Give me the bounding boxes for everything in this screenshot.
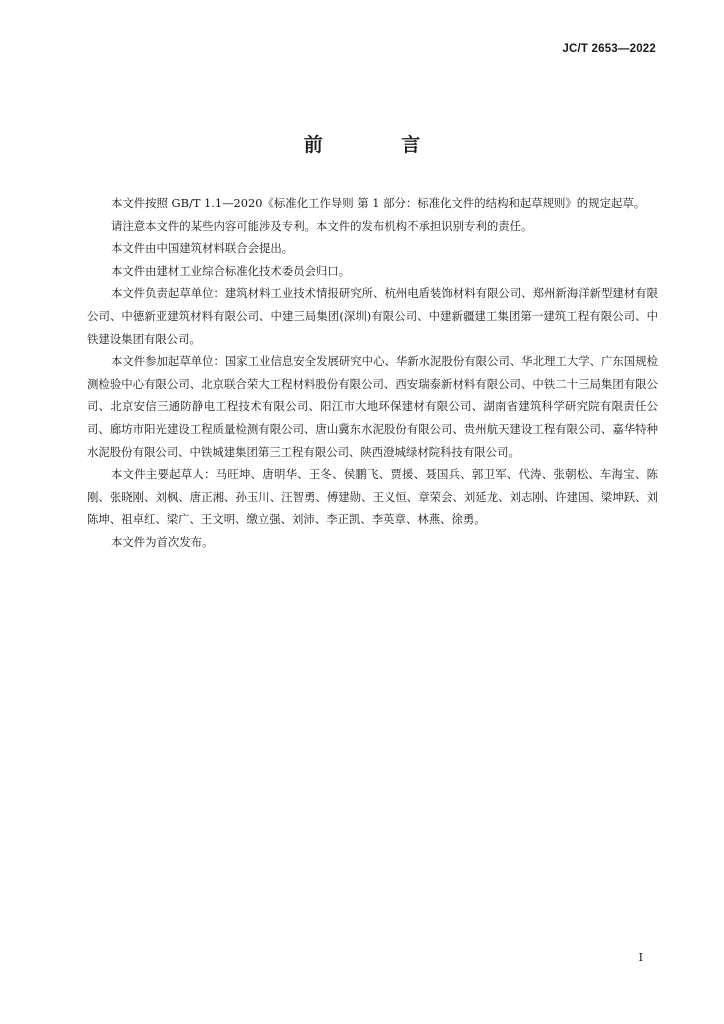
page-number: I	[638, 951, 643, 964]
standard-code: JC/T 2653—2022	[562, 43, 656, 55]
paragraph-participating-drafters: 本文件参加起草单位：国家工业信息安全发展研究中心、华新水泥股份有限公司、华北理工大学、广东国规检测检验中心有限公司、北京联合荣大工程材料股份有限公司、西安瑞泰新材料有限公司、中铁二十三局集团有限公司、北京安信三通防静电工程技术有限公司、阳江市大地环保建材有限公司、湖南省建筑科学研究院有限责任公司、廊坊市阳光建设工程质量检测有限公司、唐山冀东水泥股份有限公司、贵州航天建设工程有限公司、嘉华特种水泥股份有限公司、中铁城建集团第三工程有限公司、陕西澄城绿材院科技有限公司。	[87, 354, 658, 459]
paragraph-first-release: 本文件为首次发布。	[110, 534, 214, 549]
page-title: 前 言	[303, 134, 457, 156]
paragraph-lead-drafters: 本文件负责起草单位：建筑材料工业技术情报研究所、杭州电盾装饰材料有限公司、郑州新海洋新型建材有限公司、中德新亚建筑材料有限公司、中建三局集团(深圳)有限公司、中建新疆建工集团第一建筑工程有限公司、中铁建设集团有限公司。	[87, 286, 658, 346]
paragraph-drafting-rules: 本文件按照 GB/T 1.1—2020《标准化工作导则 第 1 部分：标准化文件的结构和起草规则》的规定起草。	[110, 196, 646, 210]
paragraph-patent-notice: 请注意本文件的某些内容可能涉及专利。本文件的发布机构不承担识别专利的责任。	[110, 218, 533, 233]
foreword-body	[87, 192, 658, 554]
paragraph-main-drafters: 本文件主要起草人：马旺坤、唐明华、王冬、侯鹏飞、贾援、聂国兵、郭卫军、代涛、张朝松、车海宝、陈刚、张晓刚、刘枫、唐正湘、孙玉川、汪智勇、傅建勋、王义恒、章荣会、刘延龙、刘志刚、许建国、梁坤跃、刘陈坤、祖卓红、梁广、王文明、缴立强、刘沛、李正凯、李英章、林燕、徐勇。	[87, 467, 658, 527]
paragraph-proposed-by: 本文件由中国建筑材料联合会提出。	[110, 241, 294, 256]
paragraph-administered-by: 本文件由建材工业综合标准化技术委员会归口。	[110, 263, 351, 278]
